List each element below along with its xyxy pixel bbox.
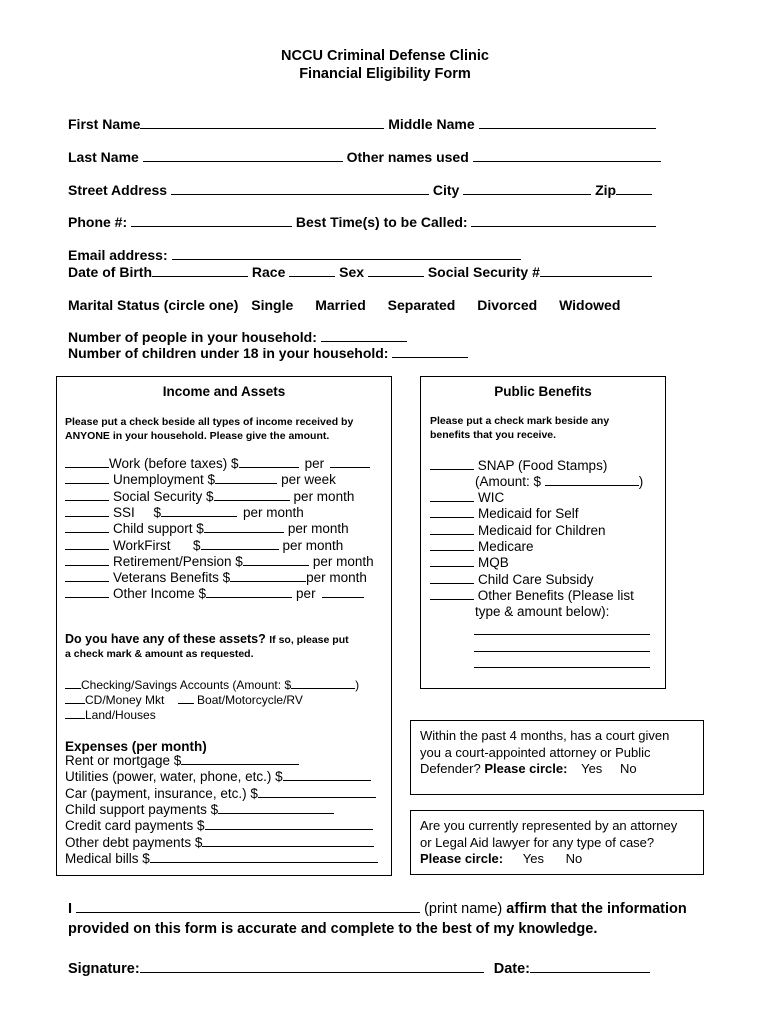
income-item bbox=[65, 538, 343, 554]
income-item-unit: per month bbox=[306, 570, 367, 586]
asset-land-check[interactable] bbox=[65, 707, 85, 719]
court-question: Within the past 4 months, has a court given you a court-appointed attorney or Public Defender? Please circle: Yes No bbox=[420, 728, 670, 776]
last-name-field[interactable] bbox=[143, 150, 343, 162]
race-field[interactable] bbox=[289, 265, 335, 277]
benefit-snap-check[interactable] bbox=[430, 458, 474, 470]
benefit-other: Other Benefits (Please list bbox=[430, 588, 634, 604]
income-item bbox=[65, 586, 364, 602]
benefit-item-check[interactable] bbox=[430, 523, 474, 535]
benefit-other-line-1[interactable] bbox=[474, 634, 650, 635]
asset-checking-row: Checking/Savings Accounts (Amount: $ ) bbox=[65, 677, 359, 692]
income-item-check[interactable] bbox=[65, 586, 109, 598]
email-field[interactable] bbox=[172, 248, 521, 260]
benefit-item bbox=[430, 523, 606, 539]
email-row: Email address: bbox=[68, 247, 521, 263]
benefit-item-check[interactable] bbox=[430, 490, 474, 502]
benefit-item-label: Medicaid for Self bbox=[478, 506, 579, 522]
income-item-check[interactable] bbox=[65, 456, 109, 468]
form-title: NCCU Criminal Defense Clinic bbox=[281, 48, 489, 64]
represented-no[interactable]: No bbox=[565, 851, 583, 866]
signature-row: Signature: Date: bbox=[68, 960, 650, 977]
expense-item-amount[interactable] bbox=[218, 802, 334, 814]
assets-note: a check mark & amount as requested. bbox=[65, 648, 254, 660]
benefit-item-label: Medicare bbox=[478, 538, 534, 554]
asset-cd-check[interactable] bbox=[65, 692, 85, 704]
expense-item-amount[interactable] bbox=[283, 769, 371, 781]
dob-field[interactable] bbox=[152, 265, 248, 277]
benefit-item-label: Medicaid for Children bbox=[478, 522, 606, 538]
benefit-item-label: Child Care Subsidy bbox=[478, 571, 594, 587]
marital-divorced[interactable]: Divorced bbox=[477, 297, 538, 313]
affirm-text: provided on this form is accurate and complete to the best of my knowledge. bbox=[68, 921, 598, 937]
best-time-field[interactable] bbox=[471, 215, 656, 227]
asset-checking-amount[interactable] bbox=[291, 677, 355, 689]
benefits-instruction-1: Please put a check mark beside any bbox=[430, 415, 610, 427]
benefit-item bbox=[430, 572, 594, 588]
date-field[interactable] bbox=[530, 960, 650, 973]
income-item-unit: per bbox=[296, 586, 316, 602]
sex-field[interactable] bbox=[368, 265, 424, 277]
first-name-row: First Name Middle Name bbox=[68, 116, 656, 132]
form-subtitle: Financial Eligibility Form bbox=[299, 66, 471, 82]
asset-cd-row: CD/Money Mkt Boat/Motorcycle/RV bbox=[65, 692, 303, 707]
expense-item-label: Child support payments $ bbox=[65, 801, 219, 817]
income-item-unit: per bbox=[304, 456, 325, 471]
expenses-heading: Expenses (per month) bbox=[65, 739, 207, 754]
street-field[interactable] bbox=[171, 183, 429, 195]
expense-item-label: Rent or mortgage $ bbox=[65, 753, 182, 768]
expense-item-amount[interactable] bbox=[150, 851, 378, 863]
other-names-field[interactable] bbox=[473, 150, 661, 162]
income-item-amount[interactable] bbox=[206, 586, 292, 598]
household-row: Number of people in your household: bbox=[68, 329, 407, 345]
zip-field[interactable] bbox=[616, 183, 652, 195]
address-row: Street Address City Zip bbox=[68, 182, 652, 198]
income-instruction-1: Please put a check beside all types of income received by bbox=[65, 416, 354, 428]
benefit-item-label: WIC bbox=[478, 490, 505, 505]
expense-item-amount[interactable] bbox=[258, 786, 376, 798]
benefit-item-label: MQB bbox=[478, 555, 509, 571]
income-item-amount[interactable] bbox=[201, 538, 279, 550]
income-item-label: Veterans Benefits $ bbox=[113, 570, 231, 586]
expense-item-amount[interactable] bbox=[205, 818, 373, 830]
income-item-check[interactable] bbox=[65, 472, 109, 484]
children-row: Number of children under 18 in your household: bbox=[68, 345, 468, 361]
benefit-item bbox=[430, 539, 534, 555]
assets-question: Do you have any of these assets? bbox=[65, 632, 266, 646]
income-item-amount[interactable] bbox=[243, 554, 309, 566]
income-item-label: Social Security $ bbox=[113, 488, 214, 504]
ssn-field[interactable] bbox=[540, 265, 652, 277]
income-item-amount[interactable] bbox=[214, 489, 290, 501]
income-item bbox=[65, 456, 370, 472]
benefit-item-check[interactable] bbox=[430, 555, 474, 567]
benefit-item bbox=[430, 555, 509, 571]
income-item-label: Retirement/Pension $ bbox=[113, 553, 243, 569]
benefit-snap: SNAP (Food Stamps) bbox=[430, 458, 607, 474]
income-item bbox=[65, 505, 304, 521]
income-item-amount[interactable] bbox=[230, 570, 306, 582]
benefit-item-check[interactable] bbox=[430, 506, 474, 518]
print-name-field[interactable] bbox=[76, 900, 420, 913]
affirm-row: I (print name) affirm that the information bbox=[68, 901, 687, 917]
income-item-check[interactable] bbox=[65, 489, 109, 501]
income-item-period[interactable] bbox=[330, 456, 370, 468]
benefit-snap-amount-row: (Amount: $ ) bbox=[475, 474, 644, 489]
income-item-check[interactable] bbox=[65, 505, 109, 517]
income-item-label: WorkFirst $ bbox=[113, 537, 201, 553]
income-item-unit: per month bbox=[287, 521, 349, 537]
benefit-item bbox=[430, 506, 579, 522]
middle-name-field[interactable] bbox=[479, 117, 656, 129]
children-field[interactable] bbox=[392, 346, 468, 358]
expense-item-amount[interactable] bbox=[202, 835, 374, 847]
income-item-unit: per month bbox=[243, 504, 304, 520]
income-item-unit: per month bbox=[293, 488, 355, 504]
income-item-label: Child support $ bbox=[113, 521, 204, 537]
last-name-row: Last Name Other names used bbox=[68, 149, 661, 165]
benefit-item-check[interactable] bbox=[430, 572, 474, 584]
expense-item-label: Car (payment, insurance, etc.) $ bbox=[65, 785, 258, 801]
asset-land-row: Land/Houses bbox=[65, 707, 156, 722]
expense-item bbox=[65, 769, 371, 785]
expense-item-label: Medical bills $ bbox=[65, 850, 150, 866]
expense-item bbox=[65, 786, 376, 802]
assets-question-row: Do you have any of these assets? If so, please put bbox=[65, 632, 349, 646]
income-item-amount[interactable] bbox=[204, 521, 284, 533]
income-item-unit: per week bbox=[281, 472, 336, 488]
benefit-other-2: type & amount below): bbox=[475, 604, 610, 619]
expense-item-label: Credit card payments $ bbox=[65, 818, 205, 834]
benefit-snap-amount[interactable] bbox=[545, 474, 639, 486]
benefits-instruction-2: benefits that you receive. bbox=[430, 429, 557, 441]
phone-row: Phone #: Best Time(s) to be Called: bbox=[68, 214, 656, 230]
income-item bbox=[65, 554, 374, 570]
represented-question: Are you currently represented by an attorney or Legal Aid lawyer for any type of case? Please circle: Yes No bbox=[420, 818, 678, 866]
phone-field[interactable] bbox=[131, 215, 292, 227]
income-item bbox=[65, 570, 367, 586]
asset-boat-check[interactable] bbox=[178, 692, 194, 704]
marital-married[interactable]: Married bbox=[315, 297, 366, 313]
benefit-other-check[interactable] bbox=[430, 588, 474, 600]
expense-item-amount[interactable] bbox=[181, 753, 299, 765]
income-item-label: Other Income $ bbox=[113, 586, 207, 602]
city-field[interactable] bbox=[463, 183, 591, 195]
asset-checking-check[interactable] bbox=[65, 677, 81, 689]
household-field[interactable] bbox=[321, 330, 407, 342]
court-yes[interactable]: Yes bbox=[581, 761, 603, 776]
expense-item bbox=[65, 835, 374, 851]
court-no[interactable]: No bbox=[619, 761, 637, 776]
income-item-amount[interactable] bbox=[239, 456, 299, 468]
income-item bbox=[65, 521, 349, 537]
income-item-label: SSI $ bbox=[113, 504, 162, 520]
income-item-label: Unemployment $ bbox=[113, 472, 216, 488]
income-item-unit: per month bbox=[282, 537, 344, 553]
income-item-label: Work (before taxes) $ bbox=[109, 456, 239, 471]
expense-item bbox=[65, 851, 378, 867]
benefit-item-check[interactable] bbox=[430, 539, 474, 551]
income-item-amount[interactable] bbox=[161, 505, 237, 517]
income-heading: Income and Assets bbox=[162, 384, 286, 399]
income-item-check[interactable] bbox=[65, 521, 109, 533]
benefit-other-line-3[interactable] bbox=[474, 667, 650, 668]
signature-field[interactable] bbox=[140, 960, 484, 973]
income-item-unit: per month bbox=[312, 553, 374, 569]
income-item-period[interactable] bbox=[322, 586, 364, 598]
marital-separated[interactable]: Separated bbox=[387, 297, 456, 313]
first-name-field[interactable] bbox=[140, 117, 384, 129]
marital-status-row: Marital Status (circle one) Single Married Separated Divorced Widowed bbox=[68, 297, 621, 313]
expense-item bbox=[65, 802, 334, 818]
income-item-amount[interactable] bbox=[215, 472, 277, 484]
expense-item bbox=[65, 753, 299, 769]
income-item-check[interactable] bbox=[65, 554, 109, 566]
income-item-check[interactable] bbox=[65, 538, 109, 550]
expense-item-label: Utilities (power, water, phone, etc.) $ bbox=[65, 769, 283, 785]
expense-item-label: Other debt payments $ bbox=[65, 834, 203, 850]
income-item-check[interactable] bbox=[65, 570, 109, 582]
marital-single[interactable]: Single bbox=[251, 297, 294, 313]
expense-item bbox=[65, 818, 373, 834]
benefit-item bbox=[430, 490, 504, 506]
income-item bbox=[65, 472, 336, 488]
marital-widowed[interactable]: Widowed bbox=[559, 297, 621, 313]
benefits-heading: Public Benefits bbox=[494, 384, 592, 399]
benefit-other-line-2[interactable] bbox=[474, 651, 650, 652]
income-item bbox=[65, 489, 354, 505]
represented-yes[interactable]: Yes bbox=[522, 851, 544, 866]
income-instruction-2: ANYONE in your household. Please give the amount. bbox=[65, 430, 330, 442]
dob-row: Date of Birth Race Sex Social Security # bbox=[68, 264, 652, 280]
